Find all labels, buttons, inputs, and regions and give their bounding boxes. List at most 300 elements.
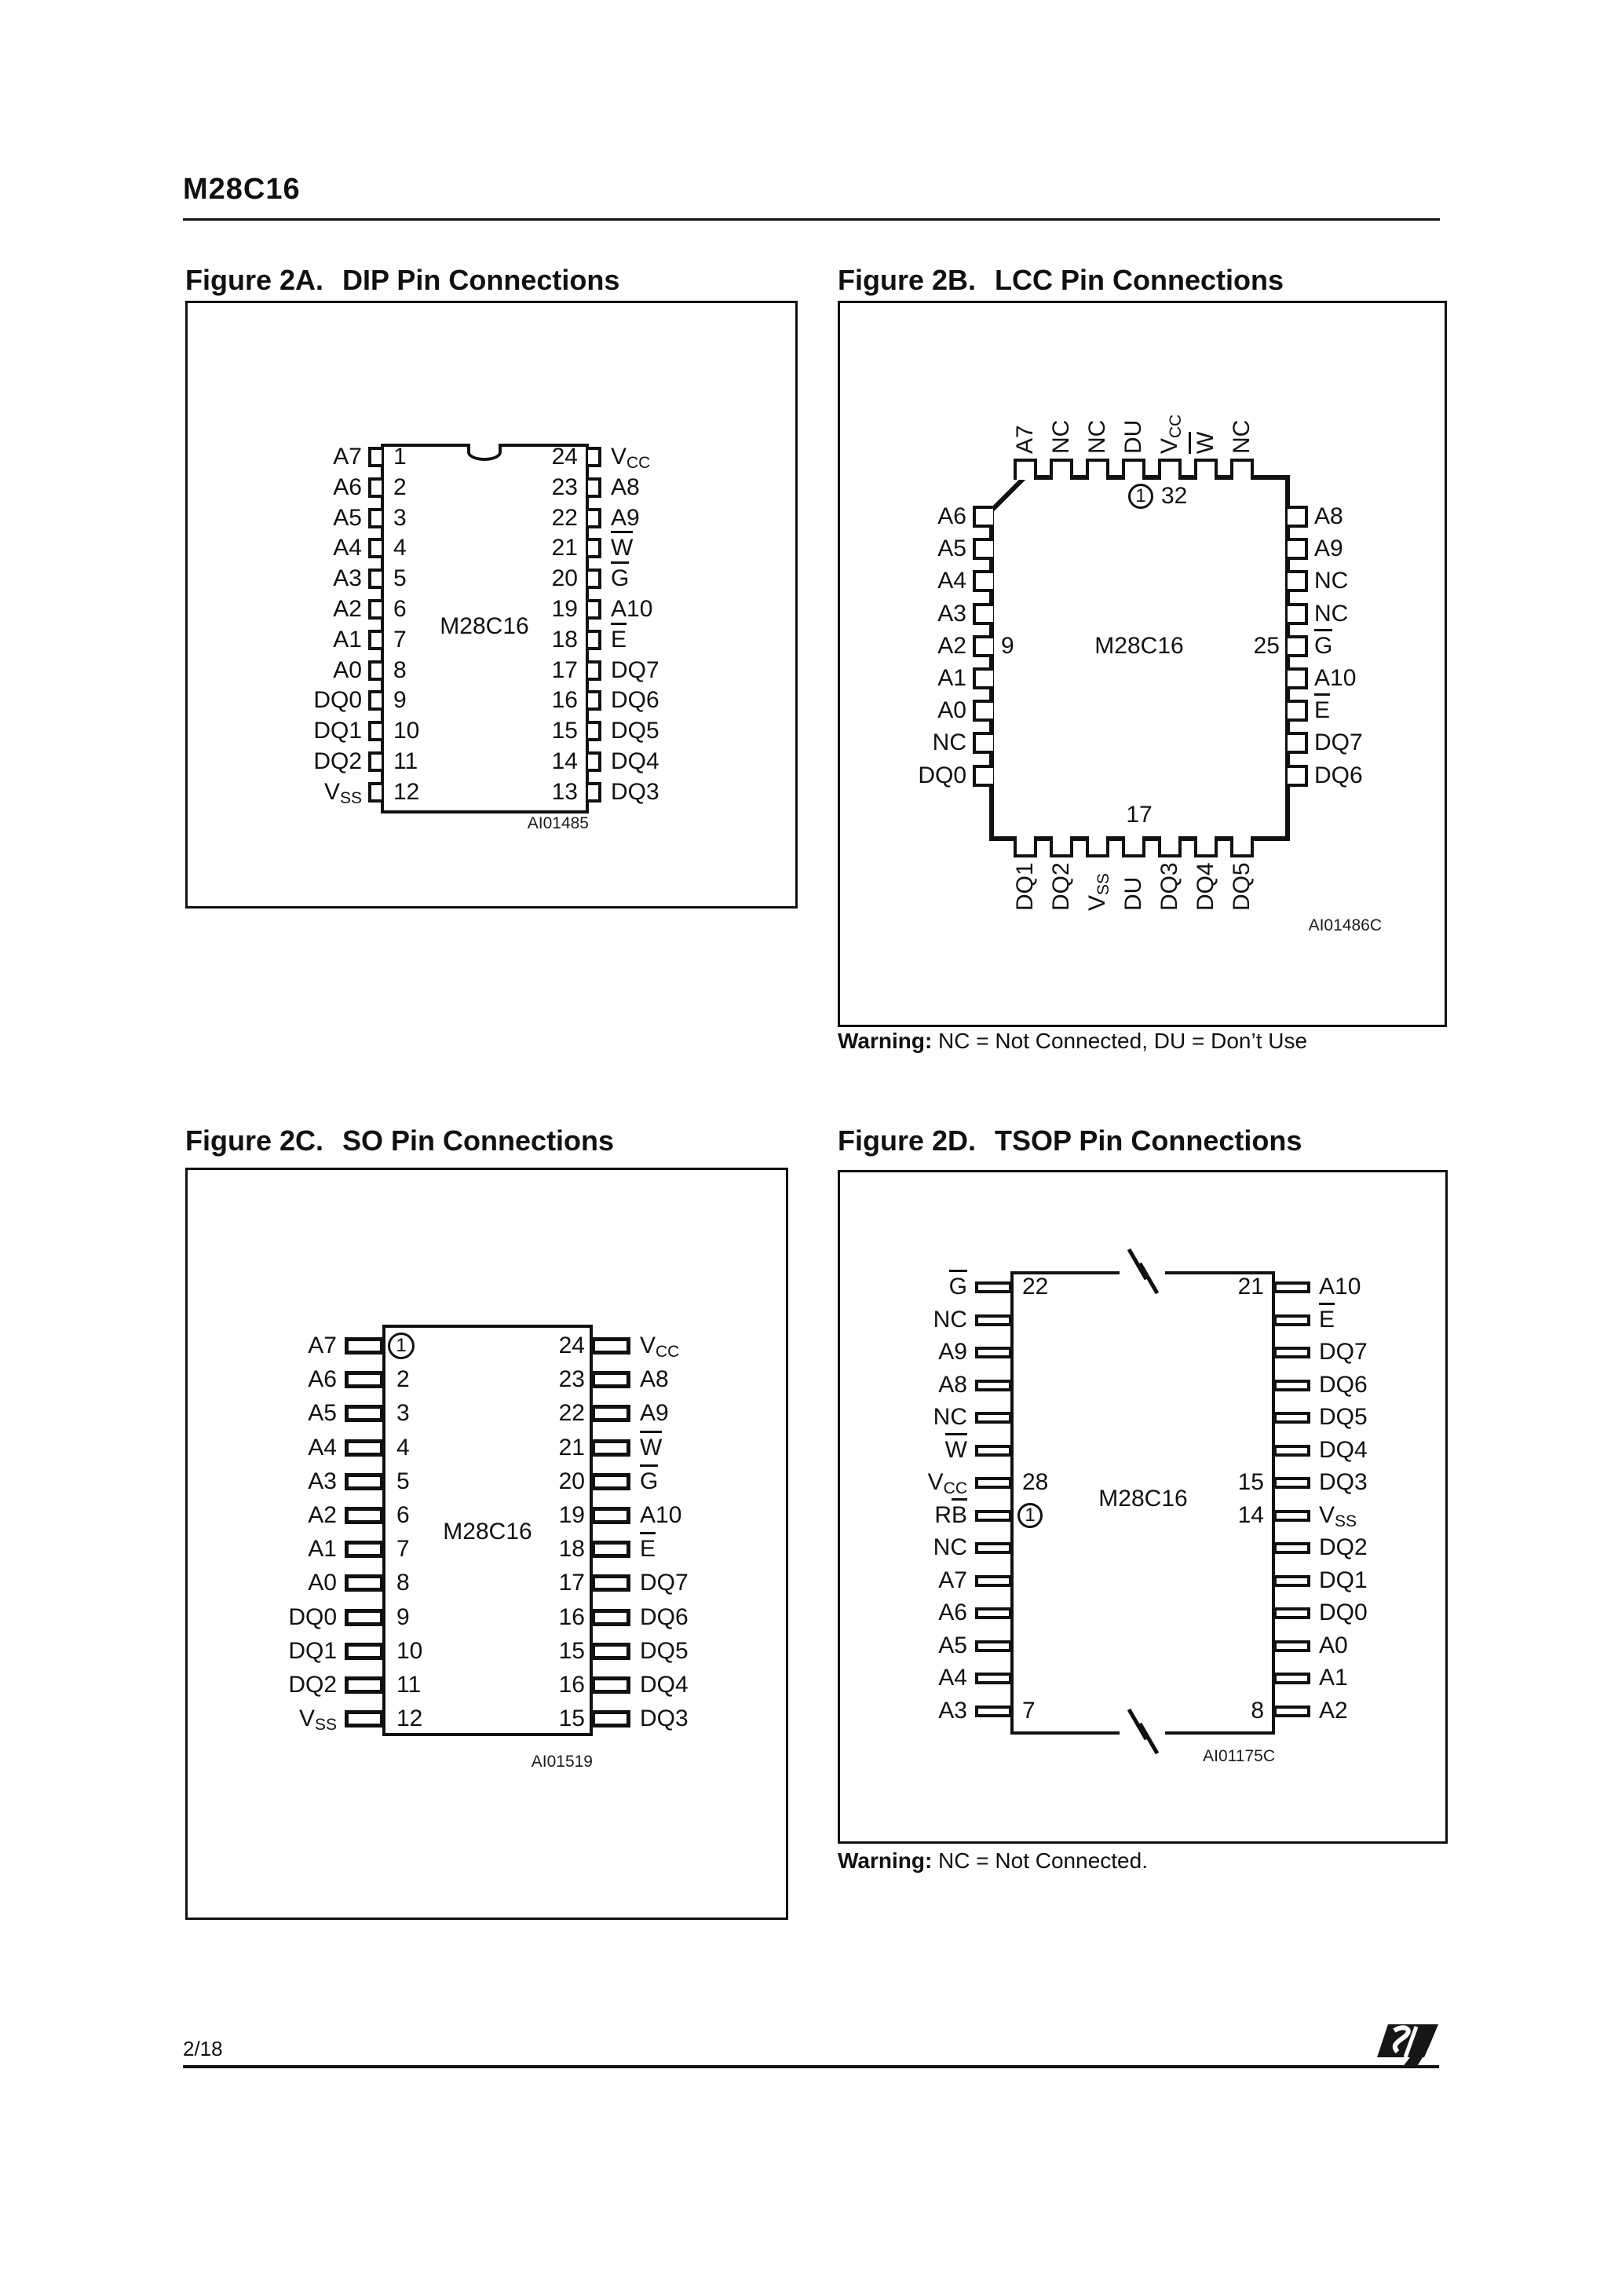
pin-label-part: DQ3 xyxy=(1156,862,1182,911)
pin-label xyxy=(640,1333,679,1365)
pin-label-vertical xyxy=(1122,420,1145,454)
pin-label-part: DQ5 xyxy=(1229,862,1255,911)
pin-bar-icon xyxy=(591,1710,630,1727)
pin-stub-icon xyxy=(588,660,601,681)
pin-label-vertical xyxy=(1156,414,1185,454)
pin-label xyxy=(640,1401,669,1426)
pin-label-part: DQ0 xyxy=(313,687,362,714)
pin-label-part: A5 xyxy=(308,1400,337,1427)
figure-2b-box xyxy=(838,301,1447,1027)
pin-label-part: DQ0 xyxy=(288,1603,337,1630)
pin17-number: 17 xyxy=(1126,802,1153,828)
pin-label-part: DQ6 xyxy=(640,1603,689,1630)
pin-stub-icon xyxy=(588,751,601,772)
pin-bar-icon xyxy=(975,1673,1012,1684)
pin-label-subscript: CC xyxy=(1167,414,1185,438)
pin-stub-icon xyxy=(1122,836,1145,857)
pin-label xyxy=(1314,536,1343,561)
pin-label-part: DQ2 xyxy=(313,748,362,774)
pin-label xyxy=(188,1537,337,1562)
pin-stub-icon xyxy=(588,782,601,803)
pin-bar-icon xyxy=(975,1281,1012,1293)
pin-label-subscript: CC xyxy=(656,1343,680,1362)
pin-label-part: A6 xyxy=(333,473,362,500)
pin-label xyxy=(188,1367,337,1392)
pin-stub-icon xyxy=(588,690,601,711)
pin-label-vertical xyxy=(1230,862,1254,911)
pin-label-part: V xyxy=(1319,1501,1335,1528)
pin-stub-icon xyxy=(588,569,601,589)
pin-label-part: DQ0 xyxy=(1319,1600,1368,1626)
pin-label-part: A7 xyxy=(333,444,362,470)
figure-2d-box xyxy=(838,1170,1448,1844)
pin-label-part: A8 xyxy=(938,1371,967,1398)
lcc-warning-label: Warning: xyxy=(838,1029,933,1053)
pin-label-part: DQ6 xyxy=(611,687,659,714)
figure-2a-title xyxy=(185,264,619,297)
pin-bar-icon xyxy=(1273,1607,1310,1619)
pin-label-part: A1 xyxy=(308,1536,337,1563)
pin-label-part: NC xyxy=(933,1404,967,1431)
pin-label xyxy=(840,536,966,561)
pin-label-subscript: SS xyxy=(1335,1512,1357,1530)
pin-bar-icon xyxy=(975,1510,1012,1522)
pin-number: 3 xyxy=(393,504,407,531)
pin-bar-icon xyxy=(591,1541,630,1558)
pin-stub-icon xyxy=(1230,836,1254,857)
pin-number: 28 xyxy=(1022,1469,1049,1496)
pin-label-part: DQ6 xyxy=(1314,762,1363,788)
pin-number: 17 xyxy=(551,656,578,683)
pin-label xyxy=(840,730,966,755)
pin-label xyxy=(188,1605,337,1630)
pin-bar-icon xyxy=(345,1507,384,1524)
pin-label xyxy=(188,444,362,470)
pin-label-part: V xyxy=(927,1469,944,1496)
pin-number: 21 xyxy=(551,535,578,561)
pin-bar-icon xyxy=(591,1507,630,1524)
pin-label-part: A8 xyxy=(640,1366,669,1393)
pin-label-part: A10 xyxy=(1314,665,1357,691)
pin-label-part: A0 xyxy=(308,1570,337,1596)
pin-label xyxy=(1319,1405,1368,1430)
pin-label-part: A8 xyxy=(1314,503,1343,529)
pin-label xyxy=(1319,1340,1368,1365)
pin-bar-icon xyxy=(975,1412,1012,1424)
pin-label-part: DQ7 xyxy=(1314,729,1363,756)
figure-2d-title xyxy=(838,1124,1302,1157)
pin-bar-icon xyxy=(591,1337,630,1355)
pin-label-part: DQ5 xyxy=(611,718,659,744)
pin-stub-icon xyxy=(973,765,993,787)
pin-label-part: A5 xyxy=(938,1632,967,1658)
pin-stub-icon xyxy=(1288,538,1308,560)
pin-label xyxy=(840,504,966,529)
pin-number: 4 xyxy=(396,1434,410,1461)
pin-number: 5 xyxy=(396,1468,410,1494)
pin-bar-icon xyxy=(975,1706,1012,1717)
pin-label xyxy=(840,1633,967,1658)
figure-2a-name: DIP Pin Connections xyxy=(342,264,620,296)
pin-label-part: DQ4 xyxy=(640,1672,689,1698)
pin-bar-icon xyxy=(591,1609,630,1626)
pin-label-part: W xyxy=(1189,432,1218,454)
pin-label xyxy=(840,601,966,627)
pin-label-part: A9 xyxy=(640,1400,669,1427)
pin-label-part: A2 xyxy=(333,596,362,622)
pin-number: 7 xyxy=(1022,1698,1036,1724)
pin-label-part: R xyxy=(934,1501,952,1528)
pin-label xyxy=(840,1698,967,1724)
pin-stub-icon xyxy=(368,690,382,711)
pin-label xyxy=(640,1673,689,1698)
pin-stub-icon xyxy=(588,630,601,650)
pin-bar-icon xyxy=(591,1371,630,1388)
pin-label-part: V xyxy=(640,1333,656,1358)
pin-number: 18 xyxy=(558,1536,585,1563)
pin-label-part: A10 xyxy=(1319,1274,1361,1300)
pin-stub-icon xyxy=(368,447,382,467)
pin-label xyxy=(640,1639,689,1664)
pin-bar-icon xyxy=(591,1473,630,1490)
pin-label-part: A2 xyxy=(937,632,966,659)
pin-stub-icon xyxy=(1050,836,1073,857)
pin-label xyxy=(188,1333,337,1358)
pin-bar-icon xyxy=(1273,1412,1310,1424)
pin-label xyxy=(188,506,362,531)
pin-bar-icon xyxy=(975,1640,1012,1652)
pin-label-part: G xyxy=(640,1464,658,1494)
pin-label-vertical xyxy=(1086,420,1109,454)
pin-number: 9 xyxy=(1001,632,1014,659)
pin-label-part: G xyxy=(1314,629,1332,659)
tsop-warning xyxy=(838,1848,1148,1873)
page-title: M28C16 xyxy=(183,173,301,206)
pin-label xyxy=(611,506,640,531)
pin-label xyxy=(1319,1535,1368,1560)
pin-stub-icon xyxy=(973,570,993,592)
pin-label xyxy=(188,658,362,683)
pin-label xyxy=(1314,601,1348,627)
pin-stub-icon xyxy=(368,569,382,589)
pin-label xyxy=(188,1469,337,1494)
chip-label: M28C16 xyxy=(443,1519,532,1545)
pin-label-vertical xyxy=(1050,420,1073,454)
pin-label-part: A6 xyxy=(938,1600,967,1626)
pin-number: 11 xyxy=(396,1672,422,1698)
pin-label xyxy=(188,718,362,744)
pin-label xyxy=(1314,698,1330,723)
pin-bar-icon xyxy=(345,1609,384,1626)
pin-label-vertical xyxy=(1014,862,1037,911)
pin-label xyxy=(1319,1665,1348,1691)
pin-label-vertical xyxy=(1230,420,1254,454)
pin-number: 16 xyxy=(558,1603,585,1630)
pin-stub-icon xyxy=(1288,667,1308,689)
pin-bar-icon xyxy=(975,1607,1012,1619)
pin-label xyxy=(611,444,650,476)
pin1-circle-icon: 1 xyxy=(388,1333,415,1359)
pin-label xyxy=(611,597,652,622)
pin-bar-icon xyxy=(591,1439,630,1457)
pin-number: 9 xyxy=(393,687,407,714)
pin-label xyxy=(1314,569,1348,594)
pin-stub-icon xyxy=(368,721,382,741)
pin-bar-icon xyxy=(975,1380,1012,1391)
figure-2b-title xyxy=(838,264,1284,297)
pin-stub-icon xyxy=(368,751,382,772)
pin-stub-icon xyxy=(368,538,382,558)
pin-number: 8 xyxy=(396,1570,410,1596)
pin-bar-icon xyxy=(1273,1510,1310,1522)
pin-number: 2 xyxy=(396,1366,410,1393)
pin-label-vertical xyxy=(1014,425,1037,454)
pin-bar-icon xyxy=(1273,1380,1310,1391)
pin-label xyxy=(1314,763,1363,788)
pin-label-part: A6 xyxy=(308,1366,337,1393)
pin-label-subscript: SS xyxy=(339,788,362,807)
pin-label-part: DQ3 xyxy=(611,778,659,805)
pin-label xyxy=(188,597,362,622)
pin-label-part: NC xyxy=(933,1534,967,1561)
figure-2c-label: Figure 2C. xyxy=(185,1124,324,1157)
pin-number: 15 xyxy=(551,718,578,744)
pin-number: 12 xyxy=(393,778,420,805)
pin-stub-icon xyxy=(1288,570,1308,592)
pin-label-part: W xyxy=(640,1431,662,1461)
pin-label-part: A5 xyxy=(937,536,966,562)
pin-label xyxy=(188,1570,337,1596)
pin-label xyxy=(1314,504,1343,529)
pin-label-part: A1 xyxy=(937,665,966,691)
pin-number: 3 xyxy=(396,1400,410,1427)
pin-label-subscript: SS xyxy=(314,1716,337,1735)
pin-label xyxy=(840,1373,967,1398)
figure-2a-box xyxy=(185,301,798,909)
pin-label-part: DQ3 xyxy=(640,1706,689,1732)
pin-stub-icon xyxy=(1288,732,1308,754)
pin-label-vertical xyxy=(1194,432,1218,454)
pin-number: 19 xyxy=(551,596,578,622)
pin-number: 8 xyxy=(1251,1698,1264,1724)
figure-2b-label: Figure 2B. xyxy=(838,264,977,296)
pin-bar-icon xyxy=(1273,1673,1310,1684)
pin-stub-icon xyxy=(973,603,993,625)
pin-number: 17 xyxy=(558,1570,585,1596)
lcc-warning xyxy=(838,1029,1307,1053)
pin-label-part: DQ7 xyxy=(640,1570,689,1596)
pin-label-part: DQ2 xyxy=(1048,862,1074,911)
pin-label-part: A5 xyxy=(333,504,362,531)
pin-stub-icon xyxy=(973,700,993,722)
chip-label: M28C16 xyxy=(1094,633,1184,659)
figure-2d-name: TSOP Pin Connections xyxy=(995,1124,1302,1157)
pin-label-part: A4 xyxy=(308,1434,337,1461)
pin-bar-icon xyxy=(591,1574,630,1592)
pin-label-vertical xyxy=(1084,872,1113,911)
pin-label xyxy=(840,1503,967,1528)
pin-bar-icon xyxy=(345,1371,384,1388)
pin-label xyxy=(840,1405,967,1430)
tsop-warning-label: Warning: xyxy=(838,1848,933,1873)
pin-bar-icon xyxy=(591,1676,630,1694)
pin-bar-icon xyxy=(345,1541,384,1558)
pin-label-part: A1 xyxy=(1319,1665,1348,1691)
pin-number: 22 xyxy=(558,1400,585,1427)
pin-stub-icon xyxy=(588,721,601,741)
pin-label xyxy=(188,1401,337,1426)
pin-label-part: A2 xyxy=(1319,1698,1348,1724)
pin-number: 24 xyxy=(558,1333,585,1358)
pin-stub-icon xyxy=(588,508,601,528)
pin-label xyxy=(611,627,627,653)
pin-label-part: A10 xyxy=(611,596,653,622)
pin-stub-icon xyxy=(1230,459,1254,480)
pin-label xyxy=(188,1503,337,1528)
pin-label xyxy=(611,475,640,500)
pin-label xyxy=(840,763,966,788)
pin-bar-icon xyxy=(345,1574,384,1592)
pin-label xyxy=(188,749,362,774)
pin-label-part: V xyxy=(1156,437,1182,454)
pin-label-part: A3 xyxy=(308,1468,337,1494)
pin-label xyxy=(640,1503,681,1528)
pin-bar-icon xyxy=(1273,1347,1310,1358)
pin-stub-icon xyxy=(1086,459,1109,480)
pin-label xyxy=(188,1639,337,1664)
pin-stub-icon xyxy=(1288,700,1308,722)
pin-number: 18 xyxy=(551,626,578,653)
pin-bar-icon xyxy=(345,1676,384,1694)
figure-2c-title xyxy=(185,1124,614,1157)
pin-label xyxy=(188,1706,337,1738)
st-logo xyxy=(1375,2023,1440,2068)
pin-label-part: DQ6 xyxy=(1319,1371,1368,1398)
pin-label-part: DQ7 xyxy=(1319,1339,1368,1366)
pin-label xyxy=(840,569,966,594)
pin-label-part: B xyxy=(952,1498,967,1528)
figure-2c-box xyxy=(185,1168,788,1920)
pin-label-part: A0 xyxy=(1319,1632,1348,1658)
figure-2a-label: Figure 2A. xyxy=(185,264,324,296)
pin-label-part: A9 xyxy=(611,504,640,531)
pin-stub-icon xyxy=(1158,459,1182,480)
pin-label-part: DQ4 xyxy=(611,748,659,774)
pin-label-part: A7 xyxy=(1012,425,1038,454)
pin-label-part: DQ2 xyxy=(1319,1534,1368,1561)
pin-label xyxy=(188,536,362,561)
pin-label xyxy=(188,627,362,653)
pin-label-part: G xyxy=(611,561,629,591)
pin-number: 10 xyxy=(396,1637,423,1664)
pin-label-part: A2 xyxy=(308,1502,337,1528)
pin-number: 14 xyxy=(1237,1501,1264,1528)
pin-label-part: V xyxy=(323,778,340,805)
pin-number: 14 xyxy=(551,748,578,774)
pin-bar-icon xyxy=(345,1439,384,1457)
pin1-circle-icon: 1 xyxy=(1128,484,1153,509)
pin-label-part: E xyxy=(640,1532,656,1562)
pin-stub-icon xyxy=(588,599,601,620)
pin-label-part: NC xyxy=(1229,419,1255,454)
pin-label-part: NC xyxy=(1314,568,1349,594)
pin-label-part: V xyxy=(1084,894,1110,911)
figure-ref: AI01486C xyxy=(1308,916,1382,934)
pin-number: 7 xyxy=(396,1536,410,1563)
pin-label xyxy=(640,1605,689,1630)
figure-ref: AI01519 xyxy=(531,1753,593,1771)
pin-stub-icon xyxy=(1014,836,1037,857)
pin-label-vertical xyxy=(1194,862,1218,911)
pin-stub-icon xyxy=(1288,603,1308,625)
pin-number: 23 xyxy=(551,473,578,500)
pin-label xyxy=(1319,1307,1335,1333)
pin-label-part: DQ4 xyxy=(1193,862,1218,911)
pin-bar-icon xyxy=(345,1337,384,1355)
pin-number: 10 xyxy=(393,718,420,744)
figure-2d-label: Figure 2D. xyxy=(838,1124,977,1157)
pin-label-part: A3 xyxy=(938,1698,967,1724)
pin-label-part: E xyxy=(1319,1303,1335,1333)
pin-stub-icon xyxy=(368,630,382,650)
pin-bar-icon xyxy=(1273,1281,1310,1293)
pin-label xyxy=(840,1568,967,1593)
lcc-warning-text: NC = Not Connected, DU = Don’t Use xyxy=(932,1029,1308,1053)
pin-stub-icon xyxy=(1014,459,1037,480)
pin-number: 19 xyxy=(558,1502,585,1528)
pin-number: 6 xyxy=(393,596,407,622)
pin-label-part: A9 xyxy=(1314,536,1343,562)
pin-label-part: DQ1 xyxy=(313,718,362,744)
pin-number: 5 xyxy=(393,565,407,592)
figure-2b-name: LCC Pin Connections xyxy=(995,264,1284,296)
pin-label xyxy=(640,1706,689,1731)
pin-label xyxy=(1319,1568,1368,1593)
pin-number: 22 xyxy=(1022,1274,1049,1300)
pin-label-part: A1 xyxy=(333,626,362,653)
pin1-circle-icon: 1 xyxy=(1017,1503,1043,1528)
pin-label-part: NC xyxy=(1048,419,1074,454)
figure-2c-name: SO Pin Connections xyxy=(342,1124,615,1157)
figure-ref: AI01485 xyxy=(527,814,589,832)
pin-bar-icon xyxy=(1273,1445,1310,1457)
pin-label xyxy=(188,1673,337,1698)
pin-bar-icon xyxy=(1273,1706,1310,1717)
pin-label xyxy=(640,1537,656,1562)
pin-label xyxy=(611,718,659,744)
pin-label xyxy=(840,634,966,659)
pin-label-part: A0 xyxy=(937,697,966,724)
pin-number: 25 xyxy=(1253,632,1280,659)
pin-number: 11 xyxy=(393,748,418,774)
pin-label-part: DQ3 xyxy=(1319,1469,1368,1496)
pin-label xyxy=(840,1470,967,1501)
pin-bar-icon xyxy=(1273,1575,1310,1587)
pin-label-part: A0 xyxy=(333,656,362,683)
pin-label xyxy=(611,688,659,713)
pin-number: 15 xyxy=(1237,1469,1264,1496)
pin-label-subscript: CC xyxy=(627,454,651,473)
header-rule xyxy=(183,218,1440,221)
pin-number: 4 xyxy=(393,535,407,561)
pin-bar-icon xyxy=(591,1405,630,1422)
pin-label-part: NC xyxy=(1084,419,1110,454)
pin-label-part: A4 xyxy=(937,568,966,594)
pin-number: 1 xyxy=(393,444,407,470)
pin-label xyxy=(611,749,659,774)
pin-stub-icon xyxy=(1050,459,1073,480)
pin-label xyxy=(640,1367,669,1392)
